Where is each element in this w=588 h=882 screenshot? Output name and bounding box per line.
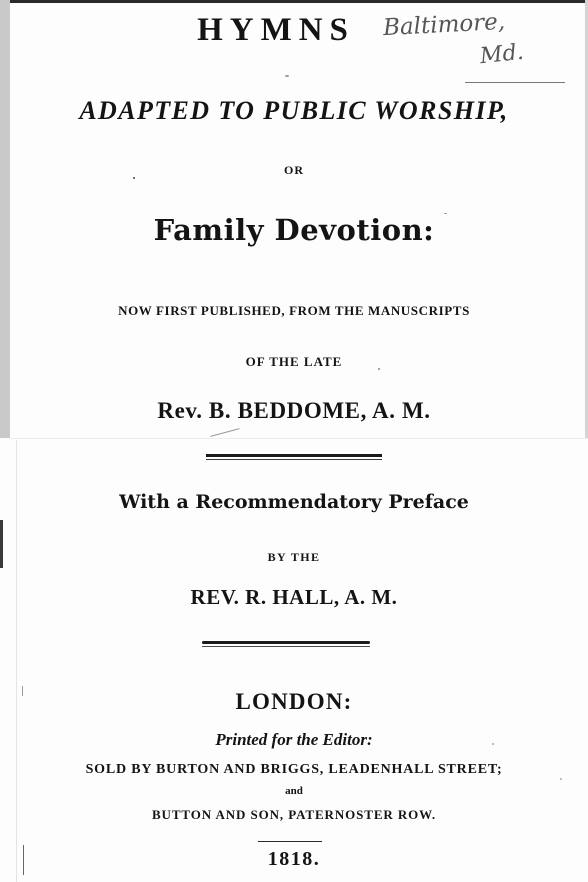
year-rule — [258, 841, 322, 842]
imprint-and: and — [285, 785, 303, 797]
book-title: HYMNS — [197, 12, 355, 48]
imprint-second-seller: BUTTON AND SON, PATERNOSTER ROW. — [151, 807, 437, 822]
ink-speck — [23, 845, 24, 875]
alternate-title: Family Devotion: — [153, 213, 435, 247]
ink-speck — [133, 177, 135, 179]
handwritten-underline — [465, 82, 565, 83]
ink-speck — [378, 368, 380, 370]
imprint-sold-by: SOLD BY BURTON AND BRIGGS, LEADENHALL STREET; — [85, 762, 503, 777]
preface-line: With a Recommendatory Preface — [119, 491, 469, 513]
publication-note: NOW FIRST PUBLISHED, FROM THE MANUSCRIPTS — [118, 303, 470, 318]
ink-speck — [210, 428, 239, 437]
ornamental-rule-lower — [202, 641, 370, 644]
ornamental-rule-upper — [206, 454, 382, 457]
conjunction: OR — [284, 163, 304, 177]
scan-seam — [10, 438, 588, 439]
handwritten-note-line-2: Md. — [478, 39, 525, 70]
of-the-late: OF THE LATE — [245, 354, 343, 369]
ornamental-rule-lower-thin — [202, 646, 370, 647]
ink-speck — [492, 743, 494, 745]
preface-author: REV. R. HALL, A. M. — [190, 585, 398, 609]
scan-top-edge — [0, 0, 588, 3]
subtitle: ADAPTED TO PUBLIC WORSHIP, — [79, 96, 509, 125]
author-name: Rev. B. BEDDOME, A. M. — [157, 398, 431, 423]
ornamental-rule-upper-thin — [206, 459, 382, 460]
imprint-printed-for: Printed for the Editor: — [215, 730, 373, 749]
imprint-city: LONDON: — [235, 689, 353, 714]
ink-speck — [444, 213, 447, 214]
by-the: BY THE — [267, 550, 321, 564]
ink-speck — [22, 686, 23, 696]
publication-year: 1818. — [267, 848, 321, 870]
handwritten-note-line-1: Baltimore, — [382, 8, 506, 42]
ink-speck — [285, 75, 289, 77]
ink-speck — [560, 778, 562, 780]
